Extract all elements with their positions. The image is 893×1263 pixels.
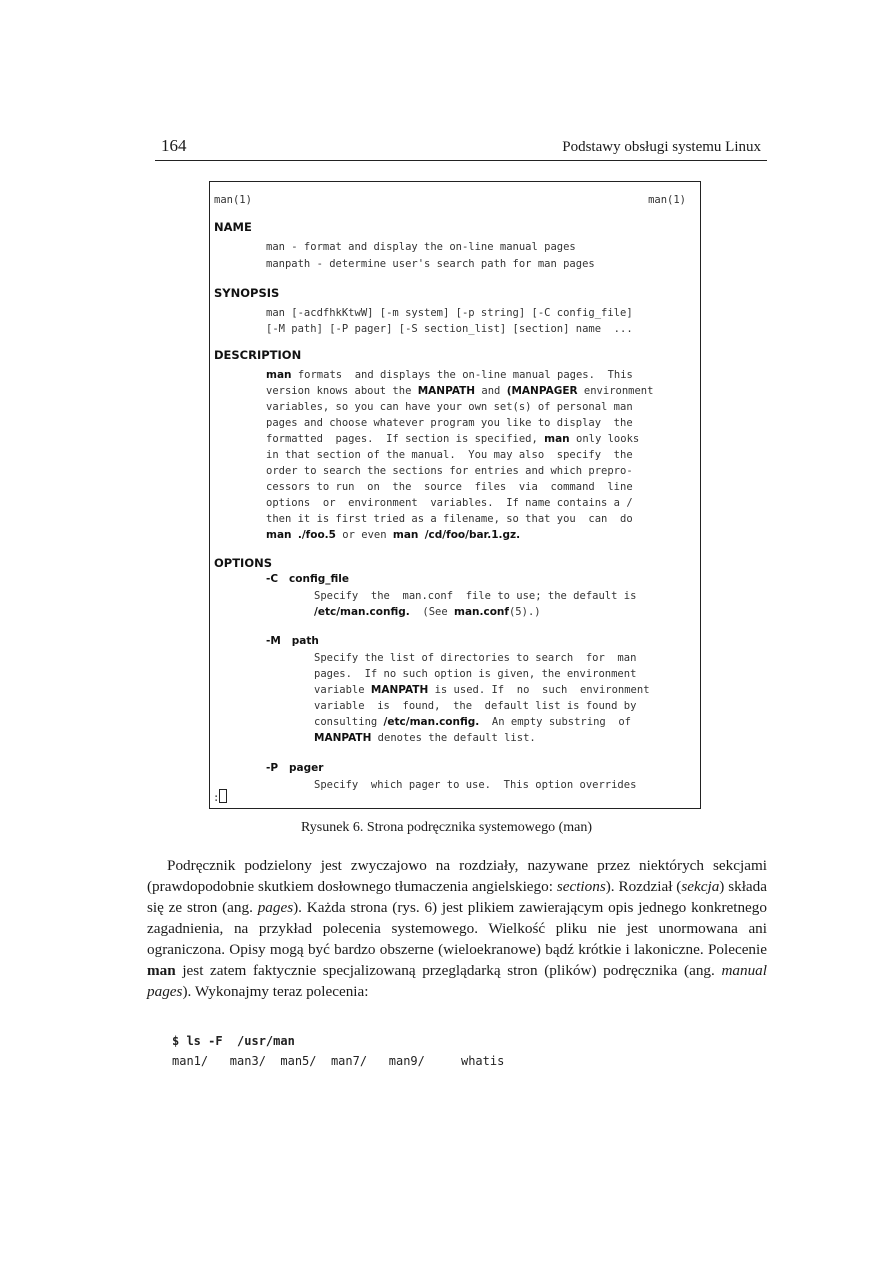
option-m-line-2: pages. If no such option is given, the environment xyxy=(314,668,637,680)
option-m-line-5: consulting /etc/man.config. An empty substring of xyxy=(314,716,631,728)
body-paragraph: Podręcznik podzielony jest zwyczajowo na rozdziały, nazywane przez niektórych sekcjami (prawdopodobnie skutkiem dosłownego tłumaczenia angielskiego: sections). Rozdział (sekcja) składa się ze stron (ang. pages). Każda strona (rys. 6) jest plikiem zawierającym opis jednego konkretnego zagadnienia, na przykład polecenia systemowego. Wielkość pliku nie jest unormowana ani ograniczona. Opisy mogą być bardzo obszerne (wieloekranowe) bądź krótkie i lakoniczne. Polecenie man jest zatem faktycznie specjalizowaną przeglądarką stron (plików) podręcznika (ang. manual pages). Wykonajmy teraz polecenia: xyxy=(147,857,768,1000)
option-m-flag: -M path xyxy=(266,635,319,647)
synopsis-line-1: man [-acdfhkKtwW] [-m system] [-p string] [-C config_file] xyxy=(266,307,633,319)
page-header xyxy=(155,134,767,161)
option-c-line-1: Specify the man.conf file to use; the default is xyxy=(314,590,637,602)
running-title: Podstawy obsługi systemu Linux xyxy=(562,139,761,155)
man-keyword: man xyxy=(266,369,292,381)
figure-caption: Rysunek 6. Strona podręcznika systemowego (man) xyxy=(300,820,593,835)
option-m-line-6: MANPATH denotes the default list. xyxy=(314,732,536,744)
terminal-command: $ ls -F /usr/man xyxy=(172,1034,295,1048)
description-line-2: version knows about the MANPATH and (MANPAGER environment xyxy=(266,385,654,397)
section-options-heading: OPTIONS xyxy=(214,556,273,570)
cursor-icon xyxy=(219,789,227,803)
description-line-8: cessors to run on the source files via command line xyxy=(266,481,633,493)
name-line-1: man - format and display the on-line manual pages xyxy=(266,241,576,253)
pager-prompt[interactable]: : xyxy=(213,789,227,804)
description-line-7: order to search the sections for entries and which prepro- xyxy=(266,465,633,477)
figure-top-right: man(1) xyxy=(648,194,686,206)
option-p-line-1: Specify which pager to use. This option overrides xyxy=(314,779,637,791)
description-line-11: man ./foo.5 or even man /cd/foo/bar.1.gz. xyxy=(266,529,521,541)
option-m-line-3: variable MANPATH is used. If no such environment xyxy=(314,684,650,696)
section-synopsis-heading: SYNOPSIS xyxy=(214,286,280,300)
name-line-2: manpath - determine user's search path for man pages xyxy=(266,258,595,270)
description-line-5: formatted pages. If section is specified, man only looks xyxy=(266,433,640,445)
section-name-heading: NAME xyxy=(214,220,252,234)
description-line-9: options or environment variables. If name contains a / xyxy=(266,497,633,509)
description-line-6: in that section of the manual. You may also specify the xyxy=(266,449,633,461)
option-p-flag: -P pager xyxy=(266,762,324,774)
description-line-1: man formats and displays the on-line manual pages. This xyxy=(266,369,633,381)
option-m-line-1: Specify the list of directories to search for man xyxy=(314,652,637,664)
man-command-word: man xyxy=(147,962,176,979)
description-line-3: variables, so you can have your own set(s) of personal man xyxy=(266,401,633,413)
description-line-4: pages and choose whatever program you like to display the xyxy=(266,417,633,429)
option-m-line-4: variable is found, the default list is found by xyxy=(314,700,637,712)
terminal-output: man1/ man3/ man5/ man7/ man9/ whatis xyxy=(172,1054,505,1068)
option-c-line-2: /etc/man.config. (See man.conf(5).) xyxy=(314,606,541,618)
section-description-heading: DESCRIPTION xyxy=(214,348,302,362)
description-line-10: then it is first tried as a filename, so that you can do xyxy=(266,513,633,525)
synopsis-line-2: [-M path] [-P pager] [-S section_list] [section] name ... xyxy=(266,323,633,335)
option-c-flag: -C config_file xyxy=(266,573,350,585)
figure-top-left: man(1) xyxy=(214,194,252,206)
man-page-screenshot xyxy=(209,181,701,809)
page-number: 164 xyxy=(161,136,187,155)
